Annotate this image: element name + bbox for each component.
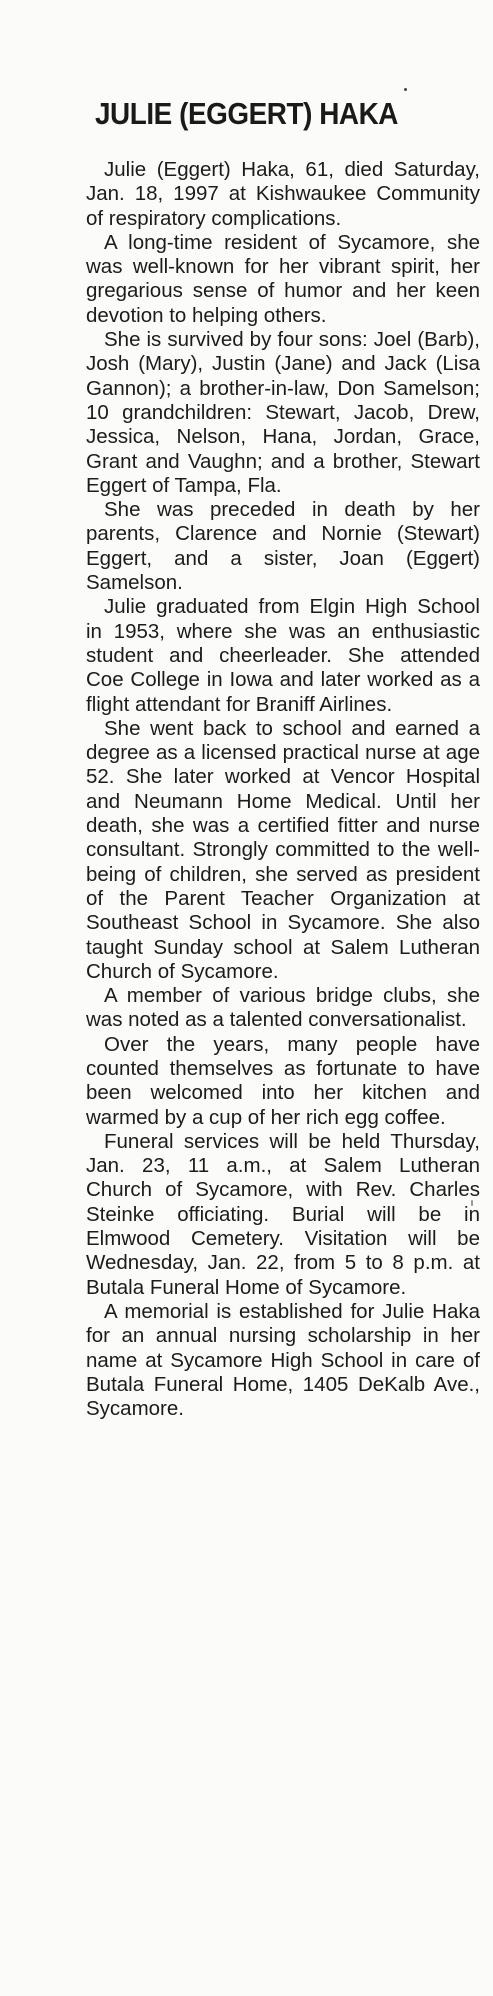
print-speck <box>404 88 407 91</box>
obituary-paragraph-residence: A long-time resident of Sycamore, she was well-known for her vibrant spirit, her gregarious sense of humor and her keen devotion to helping others. <box>86 230 480 327</box>
obituary-body <box>86 158 480 1421</box>
obituary-paragraph-career: She went back to school and earned a degree as a licensed practical nurse at age 52. She later worked at Vencor Hospital and Neumann Home Medical. Until her death, she was a certified fitter and nurse consultant. Strongly committed to the well-being of children, she served as president of the Parent Teacher Organization at Southeast School in Sycamore. She also taught Sunday school at Salem Lutheran Church of Sycamore. <box>86 716 480 983</box>
obituary-headline: JULIE (EGGERT) HAKA <box>94 96 399 131</box>
obituary-paragraph-death: Julie (Eggert) Haka, 61, died Saturday, Jan. 18, 1997 at Kishwaukee Community of respiratory complications. <box>86 158 480 230</box>
obituary-paragraph-survivors: She is survived by four sons: Joel (Barb), Josh (Mary), Justin (Jane) and Jack (Lisa Gannon); a brother-in-law, Don Samelson; 10 grandchildren: Stewart, Jacob, Drew, Jessica, Nelson, Hana, Jordan, Grace, Grant and Vaughn; and a brother, Stewart Eggert of Tampa, Fla. <box>86 328 480 497</box>
obituary-paragraph-kitchen: Over the years, many people have counted themselves as fortunate to have been welcomed into her kitchen and warmed by a cup of her rich egg coffee. <box>86 1032 480 1129</box>
obituary-paragraph-education: Julie graduated from Elgin High School in 1953, where she was an enthusiastic student and cheerleader. She attended Coe College in Iowa and later worked as a flight attendant for Braniff Airlines. <box>86 595 480 716</box>
obituary-paragraph-preceded: She was preceded in death by her parents, Clarence and Nornie (Stewart) Eggert, and a sister, Joan (Eggert) Samelson. <box>86 498 480 595</box>
obituary-paragraph-bridge: A member of various bridge clubs, she was noted as a talented conversationalist. <box>86 984 480 1032</box>
obituary-paragraph-memorial: A memorial is established for Julie Haka for an annual nursing scholarship in her name at Sycamore High School in care of Butala Funeral Home, 1405 DeKalb Ave., Sycamore. <box>86 1299 480 1421</box>
obituary-paragraph-funeral: Funeral services will be held Thursday, Jan. 23, 11 a.m., at Salem Lutheran Church of Sycamore, with Rev. Charles Steinke officiating. Burial will be in Elmwood Cemetery. Visitation will be Wednesday, Jan. 22, from 5 to 8 p.m. at Butala Funeral Home of Sycamore. <box>86 1129 480 1299</box>
